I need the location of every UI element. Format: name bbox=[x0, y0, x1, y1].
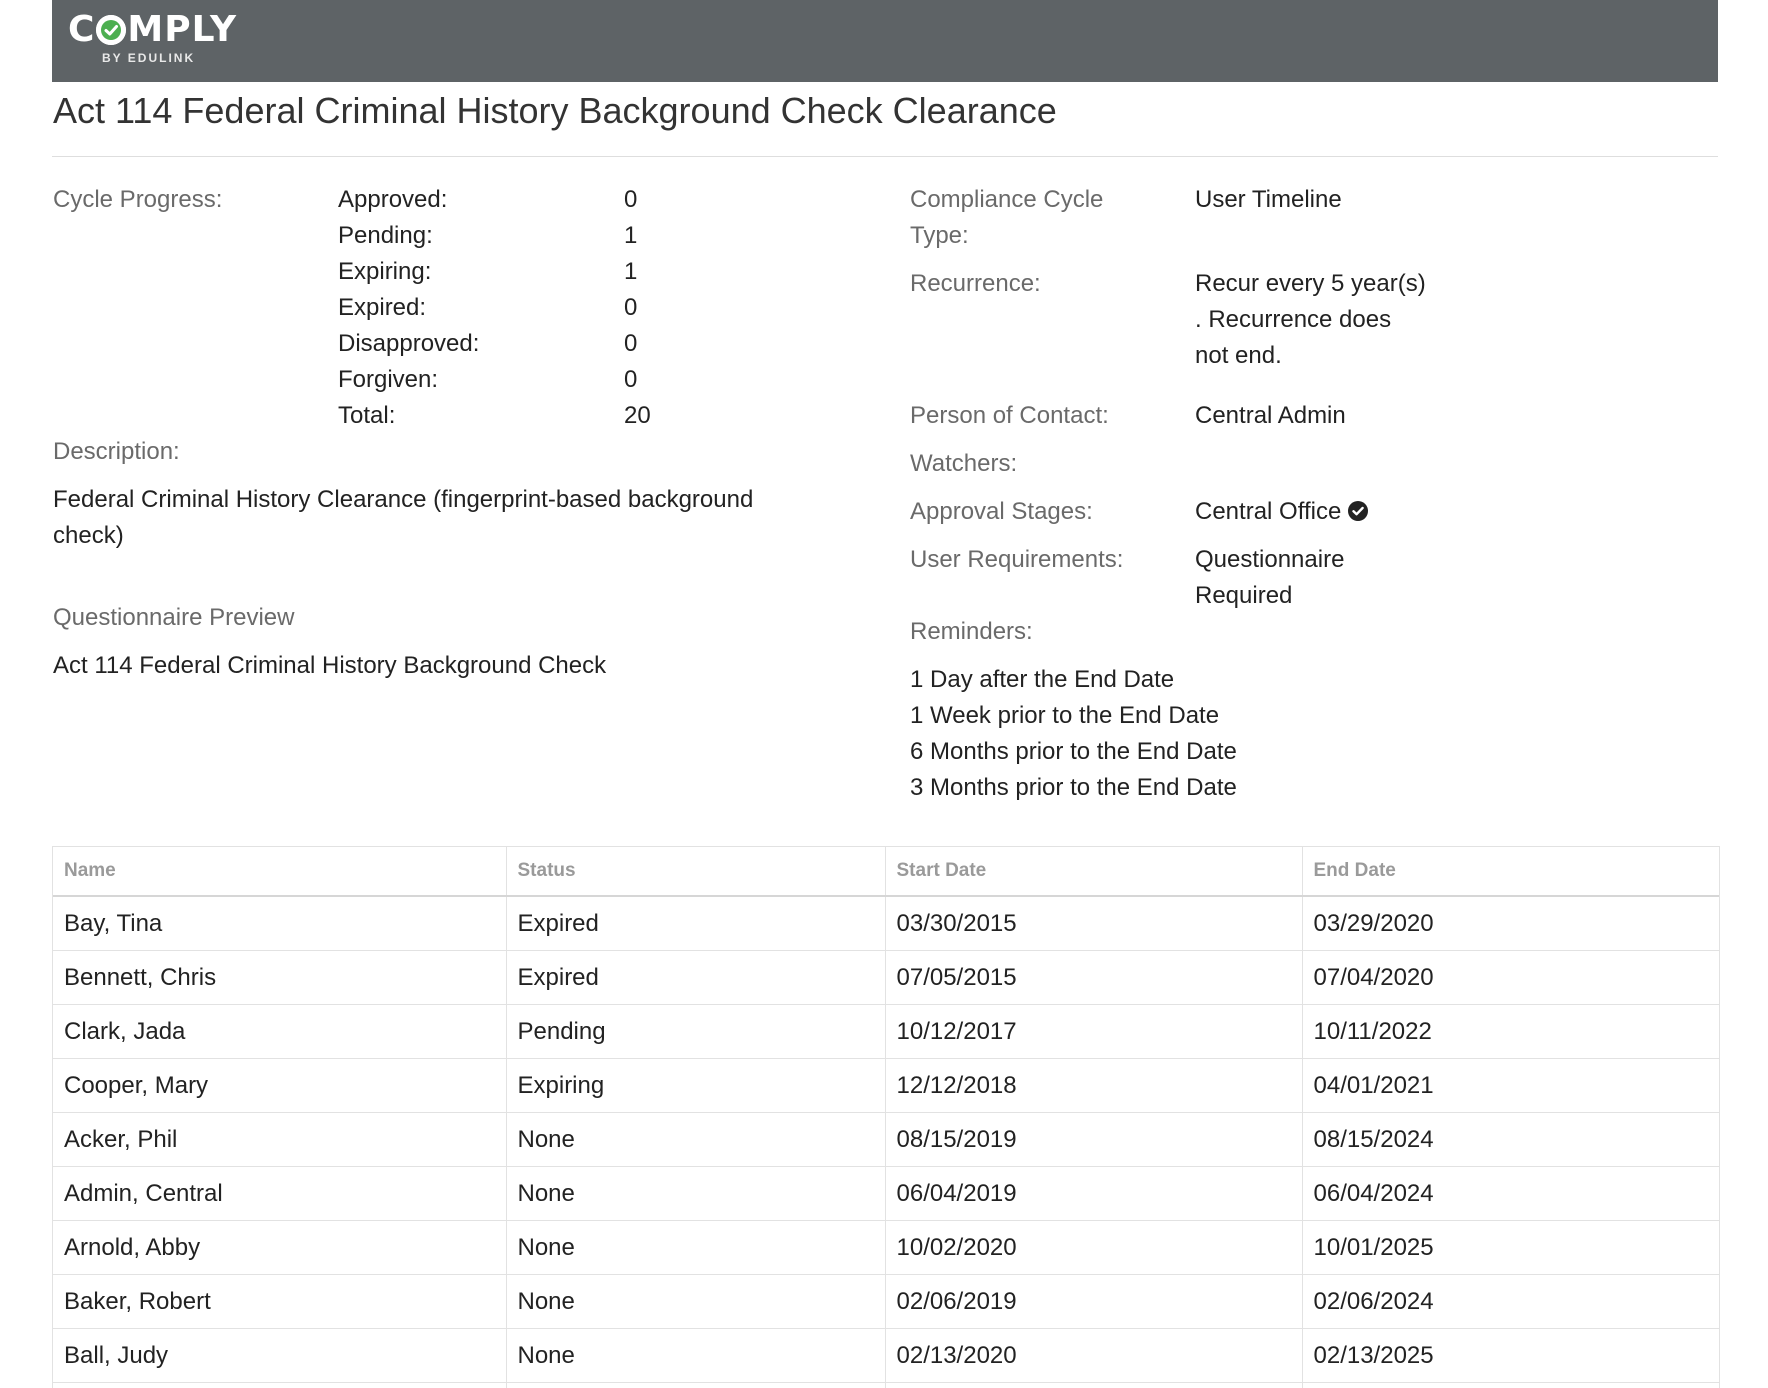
cell-status: None bbox=[506, 1329, 885, 1383]
cell-end-date: 06/04/2024 bbox=[1302, 1167, 1719, 1221]
table-row[interactable] bbox=[53, 1329, 1719, 1383]
forgiven-count: 0 bbox=[624, 366, 638, 393]
forgiven-label: Forgiven: bbox=[338, 366, 439, 393]
cell-status: Expiring bbox=[506, 1059, 885, 1113]
person-of-contact-label: Person of Contact: bbox=[910, 402, 1109, 429]
person-of-contact-value: Central Admin bbox=[1195, 402, 1346, 429]
check-circle-icon bbox=[1347, 500, 1369, 522]
cell-name: Acker, Phil bbox=[53, 1113, 506, 1167]
cycle-type-value: User Timeline bbox=[1195, 186, 1342, 213]
cell-start-date: 10/02/2020 bbox=[885, 1221, 1302, 1275]
cycle-type-label-line2: Type: bbox=[910, 222, 969, 249]
table-row[interactable] bbox=[53, 1275, 1719, 1329]
reminder-item: 1 Week prior to the End Date bbox=[910, 702, 1220, 729]
column-header-name[interactable]: Name bbox=[53, 847, 506, 896]
cell-end-date: 08/15/2024 bbox=[1302, 1113, 1719, 1167]
reminder-item: 3 Months prior to the End Date bbox=[910, 774, 1237, 801]
questionnaire-preview-label: Questionnaire Preview bbox=[53, 604, 295, 631]
cell-start-date: 10/12/2017 bbox=[885, 1005, 1302, 1059]
user-requirements-value-line2: Required bbox=[1195, 582, 1293, 609]
users-table bbox=[52, 846, 1720, 1388]
expiring-label: Expiring: bbox=[338, 258, 432, 285]
approved-count: 0 bbox=[624, 186, 638, 213]
table-row[interactable] bbox=[53, 951, 1719, 1005]
description-text-line2: check) bbox=[53, 522, 124, 549]
table-row-partial[interactable] bbox=[53, 1383, 1719, 1388]
expired-count: 0 bbox=[624, 294, 638, 321]
cell-end-date: 02/13/2025 bbox=[1302, 1329, 1719, 1383]
cell-status: None bbox=[506, 1113, 885, 1167]
cell-status: Pending bbox=[506, 1005, 885, 1059]
recurrence-value-line3: not end. bbox=[1195, 342, 1282, 369]
cell-start-date: 02/06/2019 bbox=[885, 1275, 1302, 1329]
disapproved-label: Disapproved: bbox=[338, 330, 480, 357]
cell-status: None bbox=[506, 1275, 885, 1329]
cell-status: Expired bbox=[506, 896, 885, 951]
cell-start-date: 03/30/2015 bbox=[885, 896, 1302, 951]
table-row[interactable] bbox=[53, 1221, 1719, 1275]
cell-name: Ball, Judy bbox=[53, 1329, 506, 1383]
table-row[interactable] bbox=[53, 1005, 1719, 1059]
description-label: Description: bbox=[53, 438, 180, 465]
approval-stage-item bbox=[1195, 494, 1369, 530]
cell-name: Admin, Central bbox=[53, 1167, 506, 1221]
cycle-progress-label: Cycle Progress: bbox=[53, 186, 223, 213]
user-requirements-label: User Requirements: bbox=[910, 546, 1124, 573]
approved-label: Approved: bbox=[338, 186, 448, 213]
watchers-label: Watchers: bbox=[910, 450, 1018, 477]
expiring-count: 1 bbox=[624, 258, 638, 285]
cell-name: Clark, Jada bbox=[53, 1005, 506, 1059]
logo-check-icon bbox=[96, 15, 126, 45]
reminder-item: 1 Day after the End Date bbox=[910, 666, 1175, 693]
cycle-type-label-line1: Compliance Cycle bbox=[910, 186, 1104, 213]
recurrence-value-line1: Recur every 5 year(s) bbox=[1195, 270, 1426, 297]
table-row[interactable] bbox=[53, 1059, 1719, 1113]
cell-end-date: 07/04/2020 bbox=[1302, 951, 1719, 1005]
approval-stage-name: Central Office bbox=[1195, 498, 1342, 525]
logo-wordmark bbox=[68, 10, 237, 50]
cell-end-date: 03/29/2020 bbox=[1302, 896, 1719, 951]
column-header-start-date[interactable]: Start Date bbox=[885, 847, 1302, 896]
total-count: 20 bbox=[624, 402, 651, 429]
page-title: Act 114 Federal Criminal History Background Check Clearance bbox=[53, 90, 1057, 131]
table-row[interactable] bbox=[53, 1113, 1719, 1167]
cell-start-date: 08/15/2019 bbox=[885, 1113, 1302, 1167]
column-header-end-date[interactable]: End Date bbox=[1302, 847, 1719, 896]
total-label: Total: bbox=[338, 402, 396, 429]
cell-end-date: 02/06/2024 bbox=[1302, 1275, 1719, 1329]
reminder-item: 6 Months prior to the End Date bbox=[910, 738, 1237, 765]
cell-end-date: 10/01/2025 bbox=[1302, 1221, 1719, 1275]
cell-name: Arnold, Abby bbox=[53, 1221, 506, 1275]
cell-end-date: 10/11/2022 bbox=[1302, 1005, 1719, 1059]
cell-start-date: 12/12/2018 bbox=[885, 1059, 1302, 1113]
approval-stages-label: Approval Stages: bbox=[910, 498, 1093, 525]
table-row[interactable] bbox=[53, 1167, 1719, 1221]
cell-status: Expired bbox=[506, 951, 885, 1005]
table-header-row bbox=[53, 847, 1719, 896]
reminders-label: Reminders: bbox=[910, 618, 1033, 645]
header-bar bbox=[52, 0, 1718, 82]
column-header-status[interactable]: Status bbox=[506, 847, 885, 896]
pending-label: Pending: bbox=[338, 222, 433, 249]
cell-name: Bennett, Chris bbox=[53, 951, 506, 1005]
cell-status: None bbox=[506, 1167, 885, 1221]
user-requirements-value-line1: Questionnaire bbox=[1195, 546, 1345, 573]
title-divider bbox=[52, 156, 1718, 157]
cell-name: Baker, Robert bbox=[53, 1275, 506, 1329]
recurrence-value-line2: . Recurrence does bbox=[1195, 306, 1392, 333]
questionnaire-preview-link[interactable]: Act 114 Federal Criminal History Background Check bbox=[53, 652, 607, 679]
cell-start-date: 02/13/2020 bbox=[885, 1329, 1302, 1383]
cell-name: Bay, Tina bbox=[53, 896, 506, 951]
cell-status: None bbox=[506, 1221, 885, 1275]
comply-logo[interactable] bbox=[68, 10, 237, 65]
cell-name: Cooper, Mary bbox=[53, 1059, 506, 1113]
table-row[interactable] bbox=[53, 896, 1719, 951]
cell-end-date: 04/01/2021 bbox=[1302, 1059, 1719, 1113]
description-text-line1: Federal Criminal History Clearance (fingerprint-based background bbox=[53, 486, 754, 513]
disapproved-count: 0 bbox=[624, 330, 638, 357]
logo-letters-pre: C bbox=[68, 9, 96, 50]
cell-start-date: 06/04/2019 bbox=[885, 1167, 1302, 1221]
recurrence-label: Recurrence: bbox=[910, 270, 1041, 297]
logo-letters-post: MPLY bbox=[127, 9, 238, 50]
logo-tagline: BY EDULINK bbox=[102, 51, 196, 65]
pending-count: 1 bbox=[624, 222, 638, 249]
cell-start-date: 07/05/2015 bbox=[885, 951, 1302, 1005]
expired-label: Expired: bbox=[338, 294, 427, 321]
